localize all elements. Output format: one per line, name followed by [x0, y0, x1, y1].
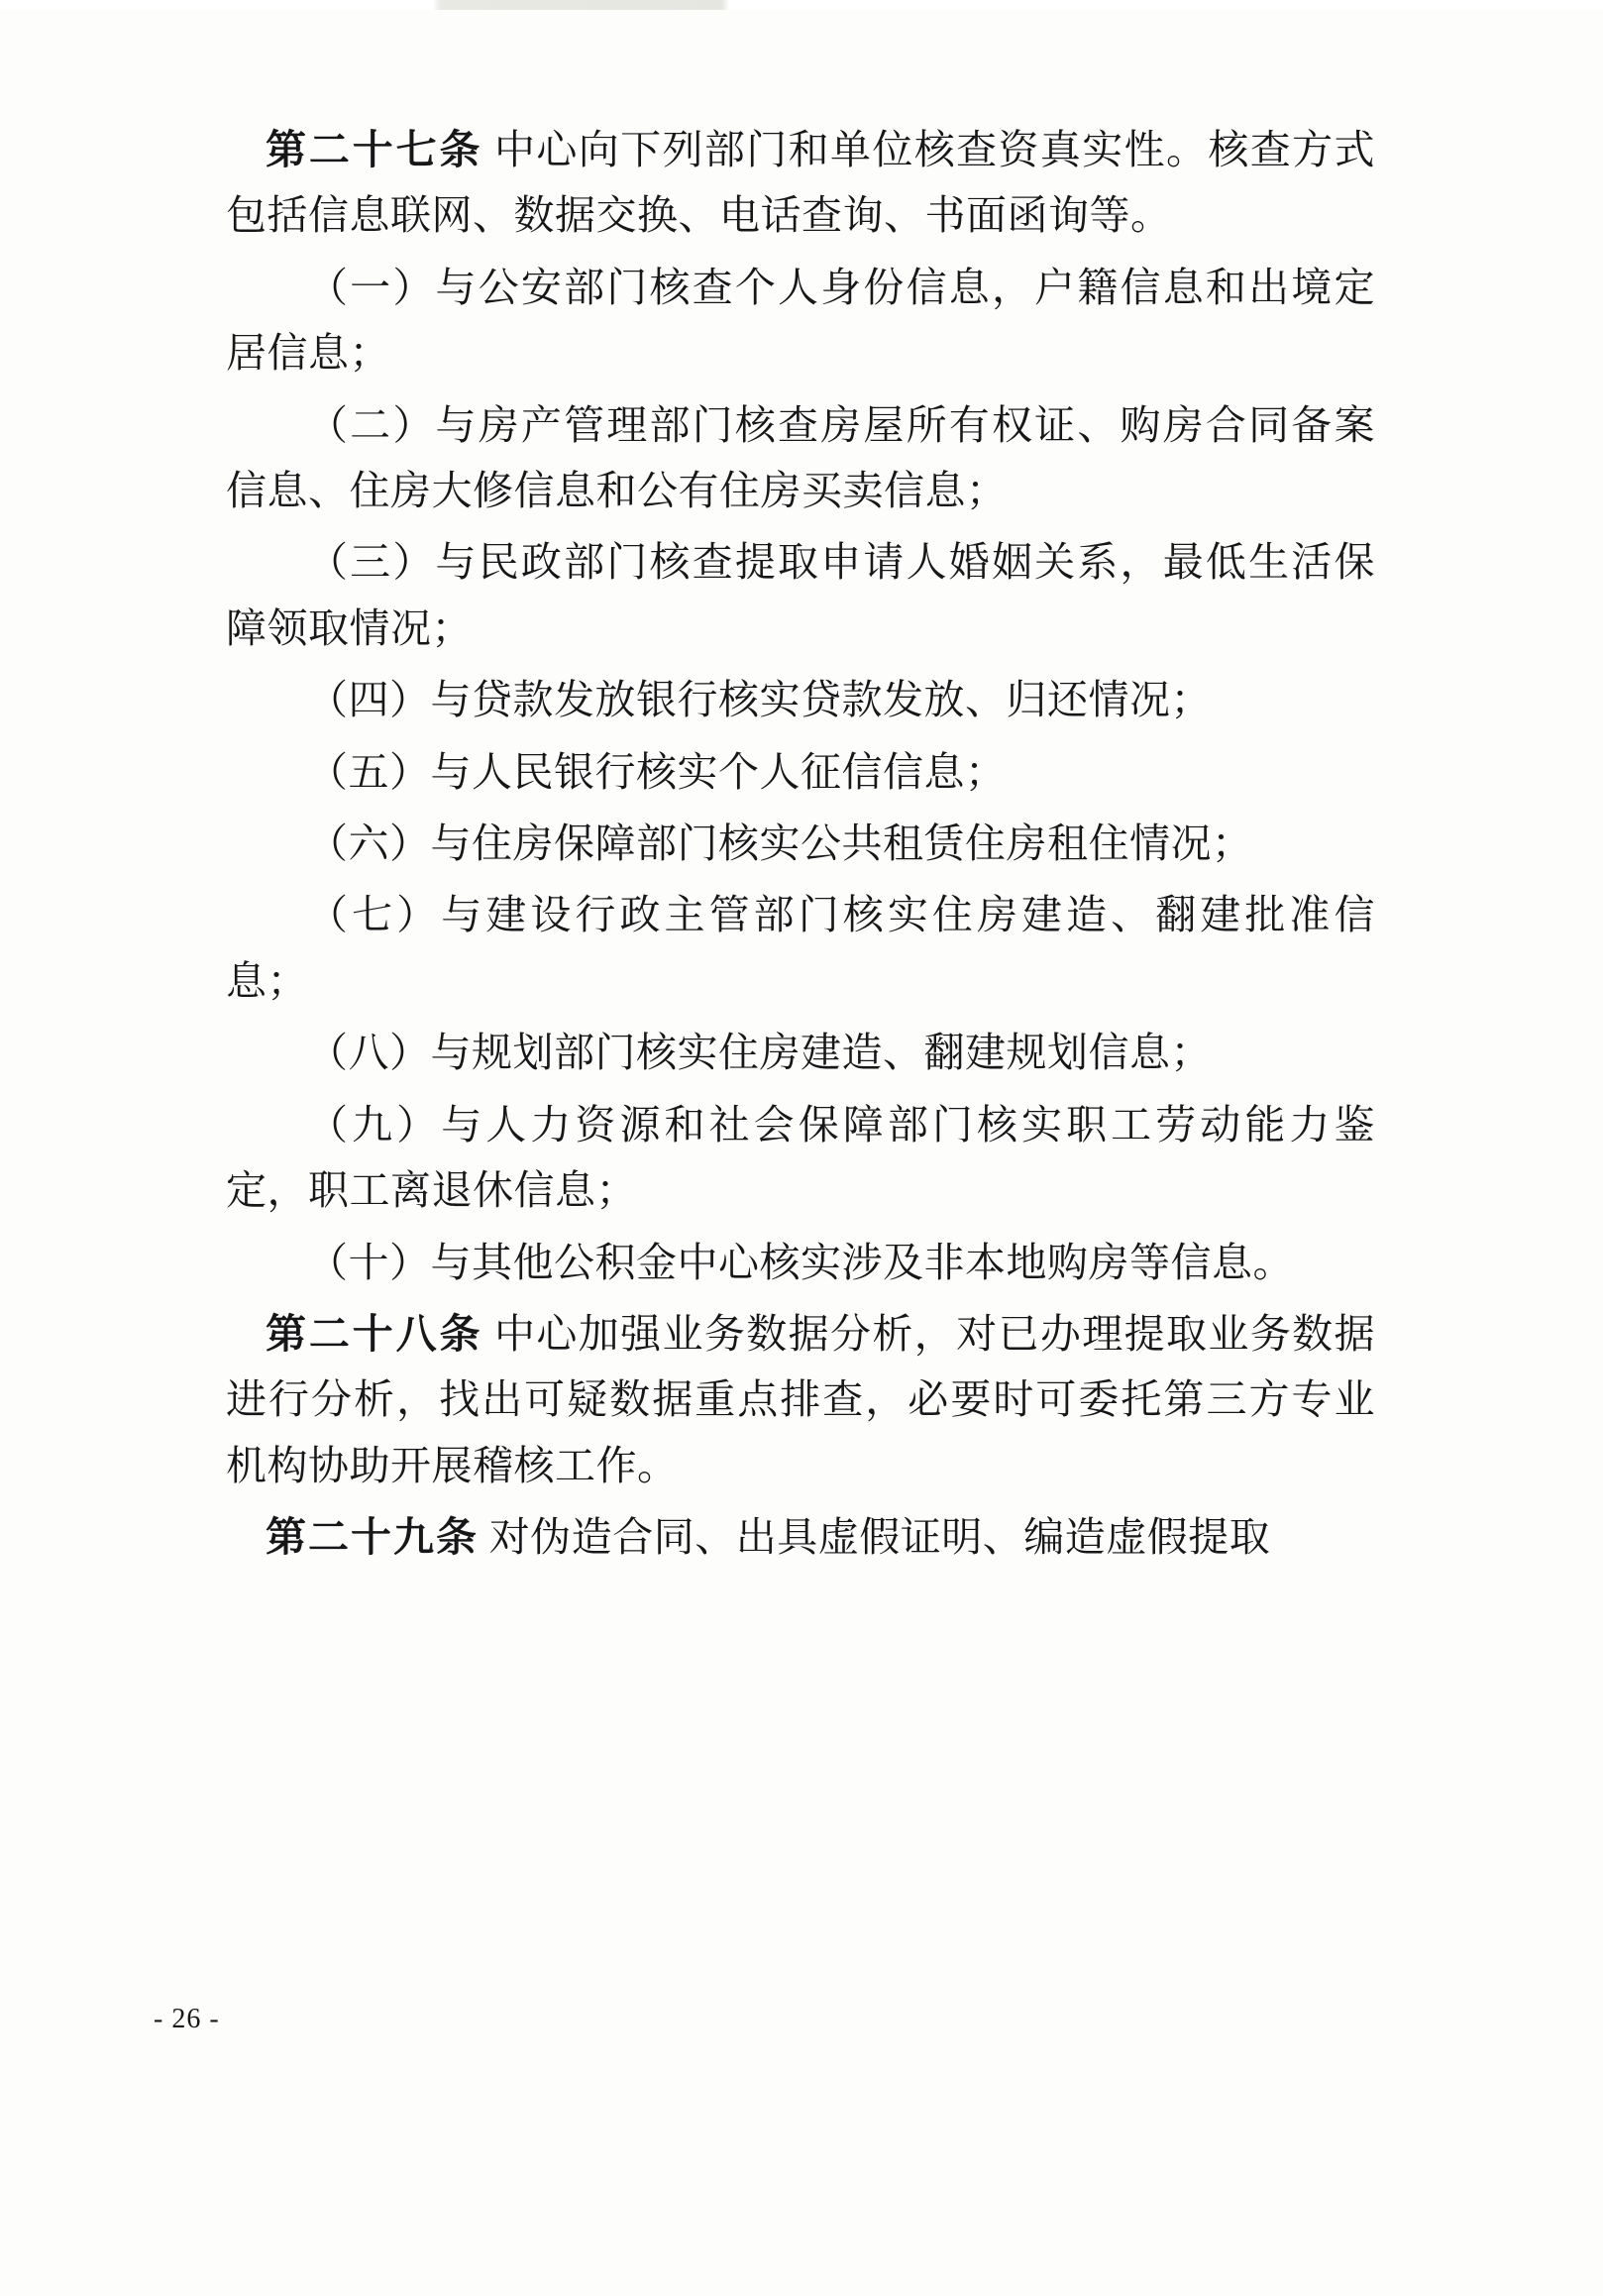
article-27-item-5-text: （五）与人民银行核实个人征信信息； [307, 748, 1007, 795]
article-27-item-2-text: （二）与房产管理部门核查房屋所有权证、购房合同备案信息、住房大修信息和公有住房买卖信息； [226, 401, 1375, 514]
article-27-item-5 [226, 739, 1375, 805]
document-body [226, 117, 1375, 1577]
article-28-text: 中心加强业务数据分析，对已办理提取业务数据进行分析，找出可疑数据重点排查，必要时可委托第三方专业机构协助开展稽核工作。 [226, 1310, 1375, 1488]
article-27-item-3 [226, 529, 1375, 661]
article-27-item-2 [226, 392, 1375, 524]
page-number: - 26 - [154, 2004, 220, 2034]
article-28-heading: 第二十八条 [266, 1310, 483, 1357]
article-27-item-4 [226, 667, 1375, 732]
article-29-paragraph [226, 1504, 1375, 1570]
article-27-item-1 [226, 255, 1375, 386]
scan-edge-artifact [0, 0, 1603, 10]
article-27-item-8-text: （八）与规划部门核实住房建造、翻建规划信息； [307, 1030, 1212, 1076]
article-27-item-4-text: （四）与贷款发放银行核实贷款发放、归还情况； [307, 677, 1212, 723]
article-27-paragraph [226, 117, 1375, 249]
article-27-item-8 [226, 1020, 1375, 1085]
article-28-paragraph [226, 1301, 1375, 1498]
article-27-item-9 [226, 1092, 1375, 1224]
article-27-item-10-text: （十）与其他公积金中心核实涉及非本地购房等信息。 [307, 1239, 1294, 1285]
article-27-heading: 第二十七条 [266, 127, 483, 172]
article-27-item-6-text: （六）与住房保障部门核实公共租赁住房租住情况； [307, 820, 1253, 867]
article-27-item-6 [226, 811, 1375, 876]
article-27-item-3-text: （三）与民政部门核查提取申请人婚姻关系，最低生活保障领取情况； [226, 539, 1375, 651]
article-27-item-9-text: （九）与人力资源和社会保障部门核实职工劳动能力鉴定，职工离退休信息； [226, 1101, 1375, 1214]
article-27-item-7 [226, 882, 1375, 1014]
article-27-item-7-text: （七）与建设行政主管部门核实住房建造、翻建批准信息； [226, 892, 1375, 1004]
article-27-text: 中心向下列部门和单位核查资真实性。核查方式包括信息联网、数据交换、电话查询、书面函询等。 [226, 127, 1375, 239]
article-29-heading: 第二十九条 [266, 1514, 479, 1561]
article-29-text: 对伪造合同、出具虚假证明、编造虚假提取 [488, 1514, 1271, 1561]
article-27-item-10 [226, 1230, 1375, 1295]
article-27-item-1-text: （一）与公安部门核查个人身份信息，户籍信息和出境定居信息； [226, 264, 1375, 377]
